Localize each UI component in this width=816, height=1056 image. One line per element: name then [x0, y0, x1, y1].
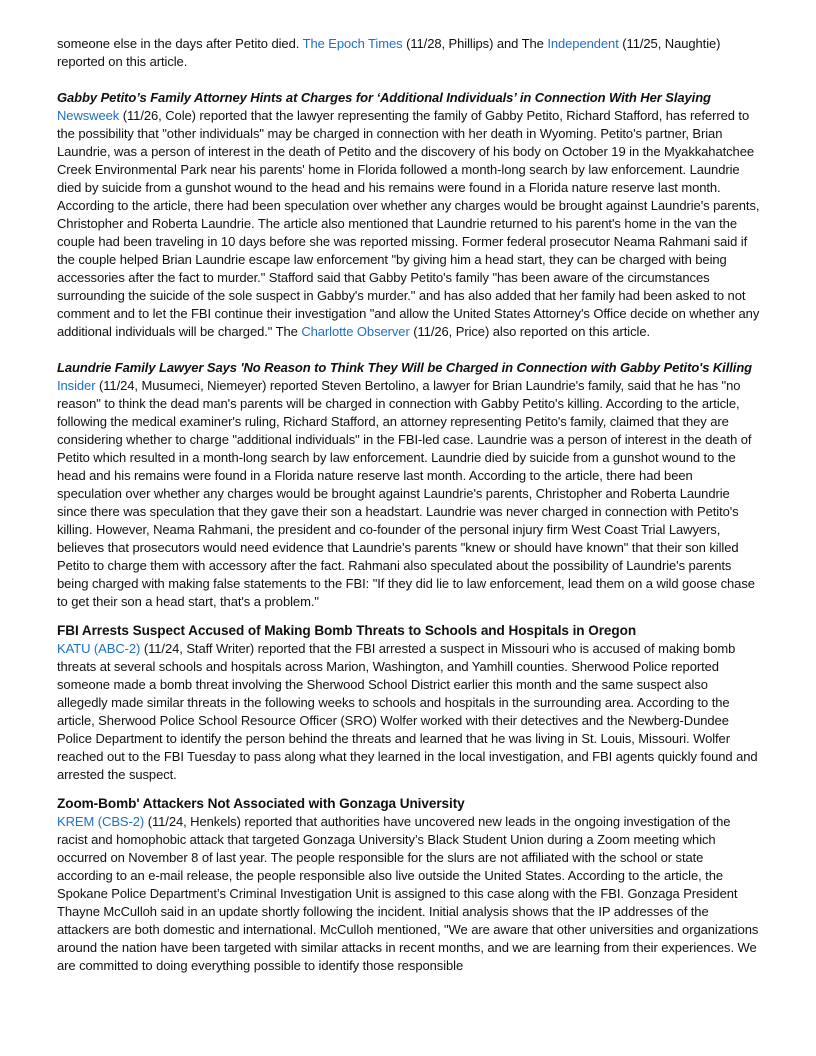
article-petito-family-attorney: [57, 89, 761, 341]
article-zoom-bomb-gonzaga: [57, 795, 761, 975]
article-headline: Gabby Petito’s Family Attorney Hints at Charges for ‘Additional Individuals’ in Connection With Her Slaying: [57, 90, 711, 105]
outlet-link-insider[interactable]: Insider: [57, 378, 96, 393]
article-body-text-end: (11/26, Price) also reported on this article.: [409, 324, 651, 339]
outlet-link-krem[interactable]: KREM (CBS-2): [57, 814, 145, 829]
outlet-link-charlotte-observer[interactable]: Charlotte Observer: [301, 324, 410, 339]
outlet-link-epoch-times[interactable]: The Epoch Times: [302, 36, 403, 51]
article-body: [57, 377, 761, 611]
outlet-link-independent[interactable]: Independent: [547, 36, 619, 51]
article-body: [57, 107, 761, 341]
article-body-text: (11/24, Staff Writer) reported that the FBI arrested a suspect in Missouri who is accused of making bomb threats at several schools and hospitals across Marion, Washington, and Yamhill counties. Sherwood Police reported someone made a bomb threat involving the Sherwood School District earlier this month and the same suspect also allegedly made similar threats in the following weeks to schools and hospitals in the surrounding area. According to the article, Sherwood Police School Resource Officer (SRO) Wolfer worked with their detectives and the Newberg-Dundee Police Department to identify the person behind the threats and learned that he was living in St. Louis, Missouri. Wolfer reached out to the FBI Tuesday to pass along what they learned in the local investigation, and FBI agents quickly found and arrested the suspect.: [57, 641, 758, 782]
article-headline: Laundrie Family Lawyer Says 'No Reason to Think They Will be Charged in Connection with Gabby Petito's Killing: [57, 360, 753, 375]
article-laundrie-family-lawyer: [57, 359, 761, 611]
article-fbi-bomb-threats: [57, 622, 761, 784]
article-headline: FBI Arrests Suspect Accused of Making Bomb Threats to Schools and Hospitals in Oregon: [57, 623, 637, 638]
intro-paragraph: [57, 35, 761, 71]
article-body-text: (11/24, Henkels) reported that authorities have uncovered new leads in the ongoing investigation of the racist and homophobic attack that targeted Gonzaga University’s Black Student Union during a Zoom meeting which occurred on November 8 of last year. The people responsible for the slurs are not affiliated with the school or state according to an e-mail release, the people responsible also live outside the United States. According to the article, the Spokane Police Department’s Criminal Investigation Unit is assigned to this case along with the FBI. Gonzaga President Thayne McCulloh said in an update shortly following the incident. Initial analysis shows that the IP addresses of the attackers are both domestic and international. McCulloh mentioned, "We are aware that other universities and organizations around the nation have been targeted with similar attacks in recent months, and we are learning from their experiences. We are committed to doing everything possible to identify those responsible: [57, 814, 759, 973]
outlet-link-katu[interactable]: KATU (ABC-2): [57, 641, 141, 656]
article-body-text: (11/26, Cole) reported that the lawyer representing the family of Gabby Petito, Richard Stafford, has referred to the possibility that "other individuals" may be charged in connection with her death in Wyoming. Petito's partner, Brian Laundrie, was a person of interest in the death of Petito and the discovery of his body on October 19 in the Myakkahatchee Creek Environmental Park near his parents' home in Florida followed a month-long search by law enforcement. Laundrie died by suicide from a gunshot wound to the head and his remains were found in a Florida nature reserve last month. According to the article, there had been speculation over whether any charges would be brought against Laundrie's parents, Christopher and Roberta Laundrie. The article also mentioned that Laundrie returned to his parent's home in the van the couple had been traveling in 10 days before she was reported missing. Former federal prosecutor Neama Rahmani said if the couple helped Brian Laundrie escape law enforcement "by giving him a head start, they can be charged with being accessories after the fact to murder." Stafford said that Gabby Petito's family "has been aware of the circumstances surrounding the suicide of the sole suspect in Gabby's murder." and has also added that her family had been asked to not comment and to let the FBI continue their investigation "and allow the United States Attorney's Office decide on whether any additional individuals will be charged." The: [57, 108, 760, 339]
article-body: [57, 813, 761, 975]
outlet-link-newsweek[interactable]: Newsweek: [57, 108, 120, 123]
article-headline: Zoom-Bomb' Attackers Not Associated with Gonzaga University: [57, 796, 465, 811]
article-body-text: (11/24, Musumeci, Niemeyer) reported Steven Bertolino, a lawyer for Brian Laundrie's family, said that he has "no reason" to think the dead man's parents will be charged in connection with Gabby Petito's killing. According to the article, following the medical examiner's ruling, Richard Stafford, an attorney representing Petito's family, claimed that they are considering whether to charge "additional individuals" in the FBI-led case. Laundrie was a person of interest in the death of Petito which resulted in a month-long search by law enforcement. Laundrie died by suicide from a gunshot wound to the head and his remains were found in a Florida nature reserve last month. According to the article, there had been speculation over whether any charges would be brought against Laundrie's parents, Christopher and Roberta Laundrie since there was speculation that they gave their son a headstart. Laundrie was never charged in connection with Petito's killing. However, Neama Rahmani, the president and co-founder of the personal injury firm West Coast Trial Lawyers, believes that prosecutors would need evidence that Laundrie's parents "knew or should have known" that their son killed Petito to charge them with accessory after the fact. Rahmani also speculated about the possibility of Laundrie's parents being charged with making false statements to the FBI: "If they did lie to law enforcement, lead them on a wild goose chase to get their son a head start, that's a problem.": [57, 378, 755, 609]
intro-text-2: (11/28, Phillips) and The: [402, 36, 548, 51]
intro-text-1: someone else in the days after Petito died.: [57, 36, 303, 51]
document-page: [57, 35, 761, 975]
intro-text-3: (11/25, Naughtie) reported on this article.: [57, 36, 721, 69]
article-body: [57, 640, 761, 784]
